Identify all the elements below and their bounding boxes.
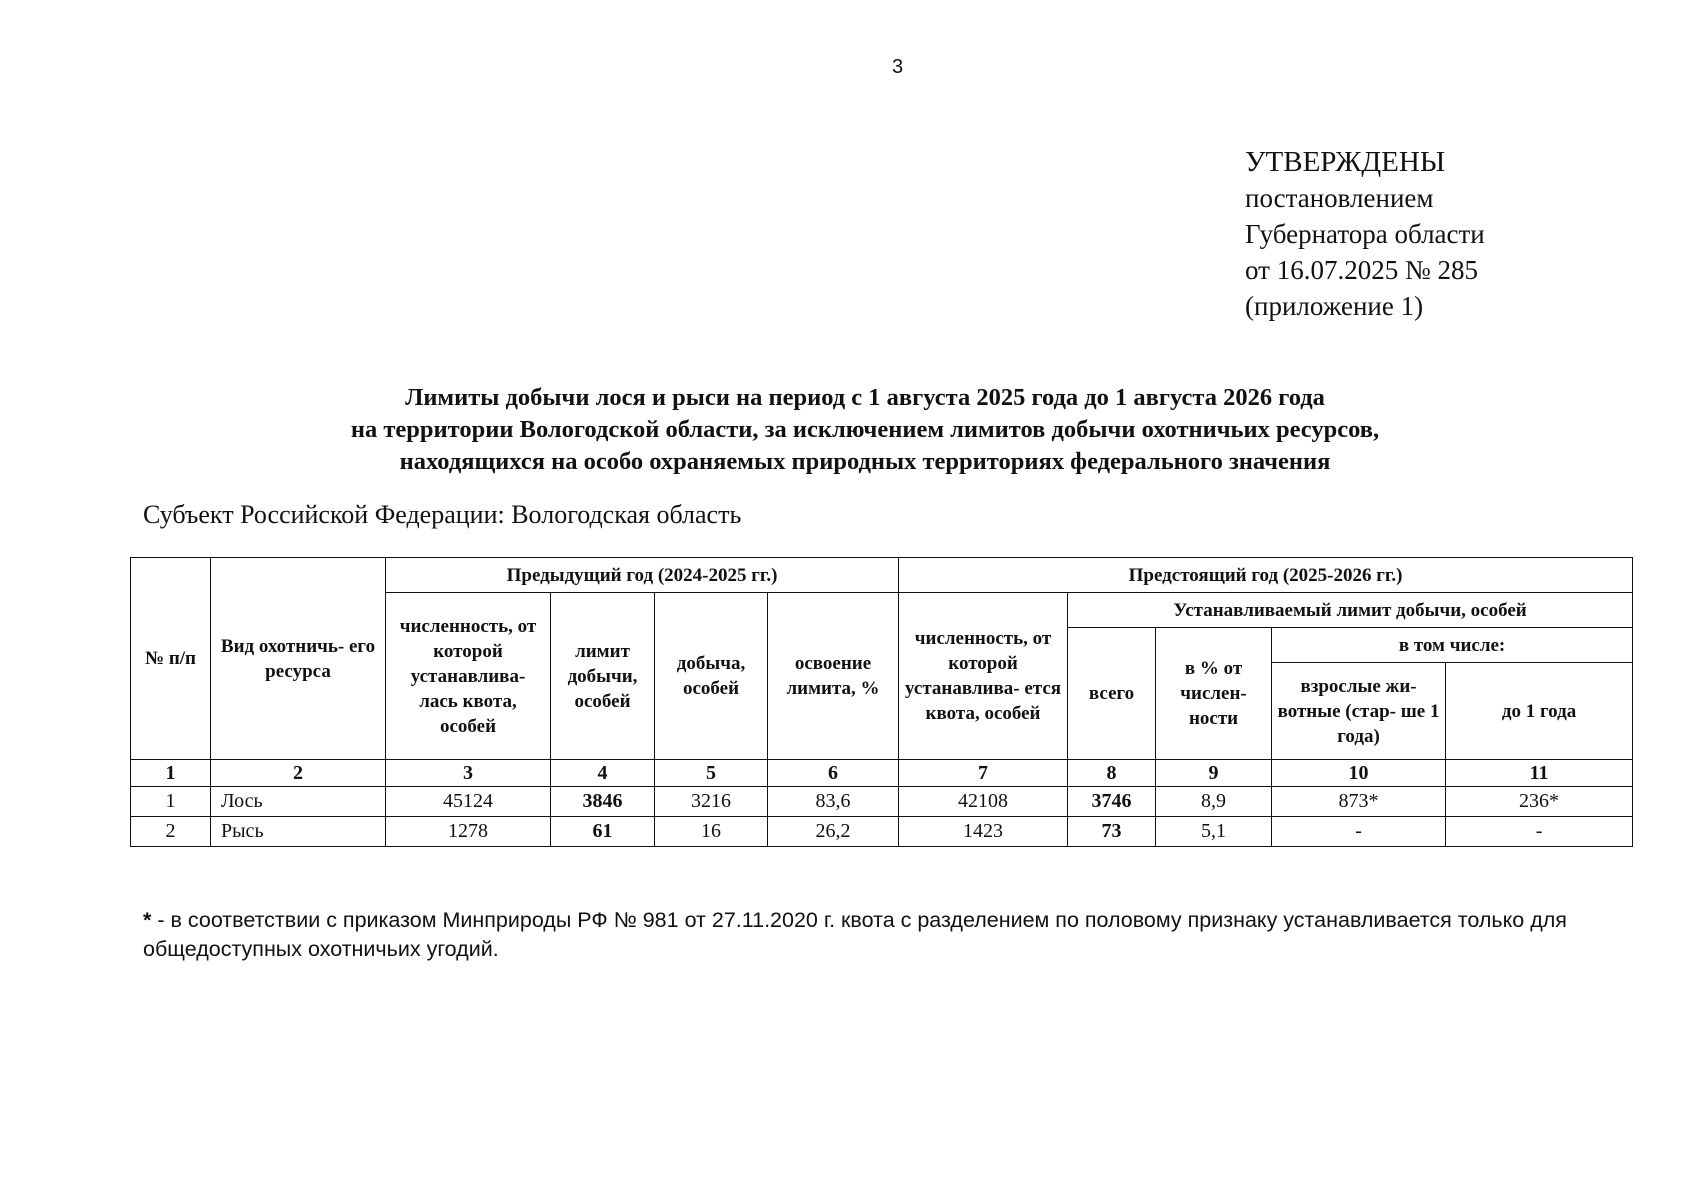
header-percent: в % от числен- ности <box>1156 628 1272 760</box>
title-line: находящихся на особо охраняемых природных территориях федерального значения <box>399 448 1331 475</box>
header-prev-harvest: добыча, особей <box>655 593 768 760</box>
column-number: 11 <box>1446 760 1633 787</box>
header-prev-usage: освоение лимита, % <box>768 593 899 760</box>
cell-prev-population: 45124 <box>386 787 551 817</box>
column-number: 9 <box>1156 760 1272 787</box>
title-line: Лимиты добычи лося и рыси на период с 1 августа 2025 года до 1 августа 2026 года <box>405 384 1325 411</box>
approval-line: Губернатора области <box>1245 219 1485 249</box>
column-number: 5 <box>655 760 768 787</box>
table-row <box>131 787 1633 817</box>
header-prev-population: численность, от которой устанавлива- лась квота, особей <box>386 593 551 760</box>
header-next-population: численность, от которой устанавлива- ется квота, особей <box>899 593 1068 760</box>
cell-prev-harvest: 3216 <box>655 787 768 817</box>
header-adults: взрослые жи- вотные (стар- ше 1 года) <box>1272 663 1446 760</box>
cell-prev-limit: 3846 <box>551 787 655 817</box>
limits-table <box>130 557 1633 847</box>
header-next-year: Предстоящий год (2025-2026 гг.) <box>899 558 1633 593</box>
document-title <box>250 382 1480 478</box>
cell-under-one: - <box>1446 817 1633 847</box>
page-number: 3 <box>891 56 904 78</box>
column-number: 6 <box>768 760 899 787</box>
subject-line: Субъект Российской Федерации: Вологодская область <box>143 500 742 529</box>
approval-line: постановлением <box>1245 183 1434 213</box>
column-number: 3 <box>386 760 551 787</box>
cell-num: 2 <box>131 817 211 847</box>
column-number: 7 <box>899 760 1068 787</box>
footnote-asterisk: * <box>143 908 152 932</box>
column-number: 1 <box>131 760 211 787</box>
header-resource: Вид охотничь- его ресурса <box>211 558 386 760</box>
cell-next-population: 1423 <box>899 817 1068 847</box>
cell-under-one: 236* <box>1446 787 1633 817</box>
approval-date-number: от 16.07.2025 № 285 <box>1245 255 1478 285</box>
cell-species: Лось <box>211 787 386 817</box>
approval-stamp <box>1245 144 1485 324</box>
cell-total: 3746 <box>1068 787 1156 817</box>
column-number: 4 <box>551 760 655 787</box>
cell-prev-usage: 26,2 <box>768 817 899 847</box>
header-limit-group: Устанавливаемый лимит добычи, особей <box>1068 593 1633 628</box>
cell-next-population: 42108 <box>899 787 1068 817</box>
footnote-text: - в соответствии с приказом Минприроды РФ № 981 от 27.11.2020 г. квота с разделением по половому признаку устанавливается только для общедоступных охотничьих угодий. <box>143 908 1567 961</box>
header-num: № п/п <box>131 558 211 760</box>
column-number: 8 <box>1068 760 1156 787</box>
footnote <box>143 906 1638 964</box>
cell-percent: 8,9 <box>1156 787 1272 817</box>
cell-num: 1 <box>131 787 211 817</box>
table-row <box>131 817 1633 847</box>
header-including: в том числе: <box>1272 628 1633 663</box>
cell-adults: 873* <box>1272 787 1446 817</box>
cell-percent: 5,1 <box>1156 817 1272 847</box>
header-under-one: до 1 года <box>1446 663 1633 760</box>
cell-prev-usage: 83,6 <box>768 787 899 817</box>
approval-appendix: (приложение 1) <box>1245 291 1424 321</box>
header-prev-year: Предыдущий год (2024-2025 гг.) <box>386 558 899 593</box>
cell-total: 73 <box>1068 817 1156 847</box>
column-number: 2 <box>211 760 386 787</box>
cell-prev-population: 1278 <box>386 817 551 847</box>
cell-species: Рысь <box>211 817 386 847</box>
cell-prev-limit: 61 <box>551 817 655 847</box>
header-total: всего <box>1068 628 1156 760</box>
approval-heading: УТВЕРЖДЕНЫ <box>1245 146 1446 178</box>
column-number: 10 <box>1272 760 1446 787</box>
cell-prev-harvest: 16 <box>655 817 768 847</box>
header-prev-limit: лимит добычи, особей <box>551 593 655 760</box>
title-line: на территории Вологодской области, за исключением лимитов добычи охотничьих ресурсов, <box>350 416 1380 443</box>
cell-adults: - <box>1272 817 1446 847</box>
